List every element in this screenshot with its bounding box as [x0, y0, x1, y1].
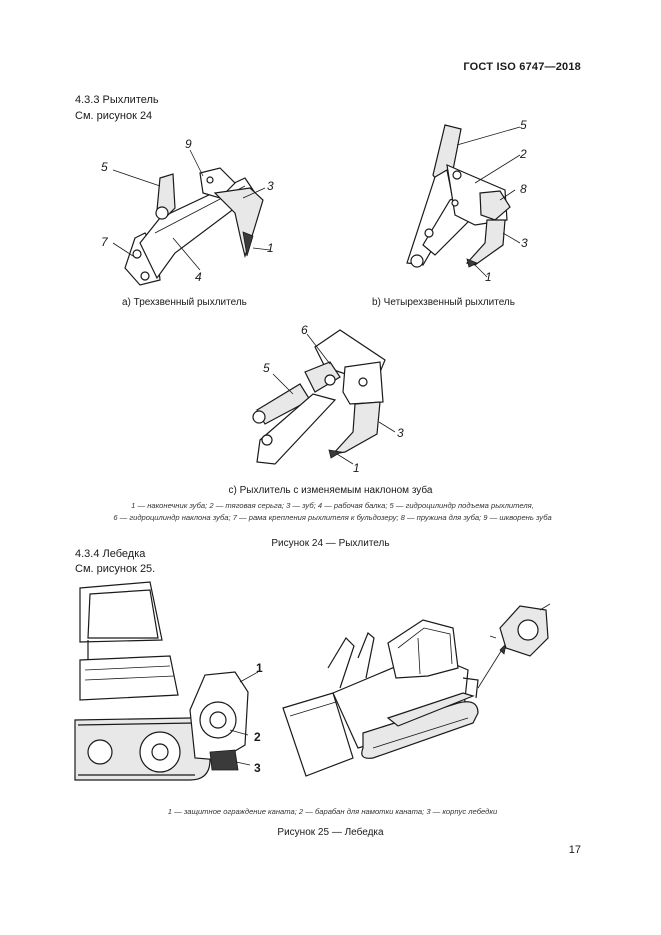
callout-c-1: 1	[353, 461, 360, 474]
subcaption-24b: b) Четырехзвенный рыхлитель	[372, 297, 515, 308]
subcaption-24c: c) Рыхлитель с изменяемым наклоном зуба	[228, 485, 433, 496]
subcaption-24a: a) Трехзвенный рыхлитель	[122, 297, 247, 308]
callout-c-3: 3	[397, 426, 404, 440]
callout-a-7: 7	[101, 235, 108, 249]
figure-25-bulldozer-overview	[278, 598, 568, 788]
callout-c-6: 6	[301, 323, 308, 337]
figure-25-caption: Рисунок 25 — Лебедка	[277, 827, 384, 838]
section-heading-ripper: 4.3.3 Рыхлитель	[75, 94, 159, 106]
callout-b-3: 3	[521, 236, 528, 250]
section-ref-fig24: См. рисунок 24	[75, 110, 153, 122]
figure-24-legend-line2: 6 — гидроцилиндр наклона зуба; 7 — рама крепления рыхлителя к бульдозеру; 8 — пружина для зуба; 9 — шкворень зуба	[113, 513, 552, 522]
figure-25-winch-detail	[70, 580, 280, 805]
figure-24a-three-link-ripper	[95, 138, 285, 293]
figure-24b-four-link-ripper	[395, 115, 545, 290]
winch-detail-drawing	[75, 582, 258, 780]
callout-b-8: 8	[520, 182, 527, 196]
callout-a-5: 5	[101, 160, 108, 174]
callout-c-5: 5	[263, 361, 270, 375]
callout-25-3: 3	[254, 761, 261, 775]
figure-25-legend: 1 — защитное ограждение каната; 2 — барабан для намотки каната; 3 — корпус лебедки	[167, 807, 498, 816]
callout-a-1: 1	[267, 241, 274, 255]
document-header: ГОСТ ISO 6747—2018	[463, 61, 581, 73]
callout-a-3: 3	[267, 179, 274, 193]
section-heading-winch: 4.3.4 Лебедка	[75, 548, 146, 560]
figure-24c-variable-pitch-ripper	[245, 322, 415, 474]
figure-24-legend-line1: 1 — наконечник зуба; 2 — тяговая серьга; 3 — зуб; 4 — рабочая балка; 5 — гидроцилиндр подъема рыхлителя,	[131, 501, 534, 510]
ripper-a-drawing	[113, 150, 270, 285]
section-ref-fig25: См. рисунок 25.	[75, 563, 156, 575]
callout-b-2: 2	[520, 147, 527, 161]
ripper-b-drawing	[407, 125, 520, 277]
figure-24-caption: Рисунок 24 — Рыхлитель	[271, 538, 390, 549]
bulldozer-drawing	[283, 604, 550, 776]
callout-a-4: 4	[195, 270, 202, 284]
ripper-c-drawing	[253, 330, 395, 464]
callout-b-5: 5	[520, 118, 527, 132]
callout-a-9: 9	[185, 138, 192, 151]
page-number: 17	[568, 844, 581, 856]
callout-25-2: 2	[254, 730, 261, 744]
callout-b-1: 1	[485, 270, 492, 284]
callout-25-1: 1	[256, 661, 263, 675]
